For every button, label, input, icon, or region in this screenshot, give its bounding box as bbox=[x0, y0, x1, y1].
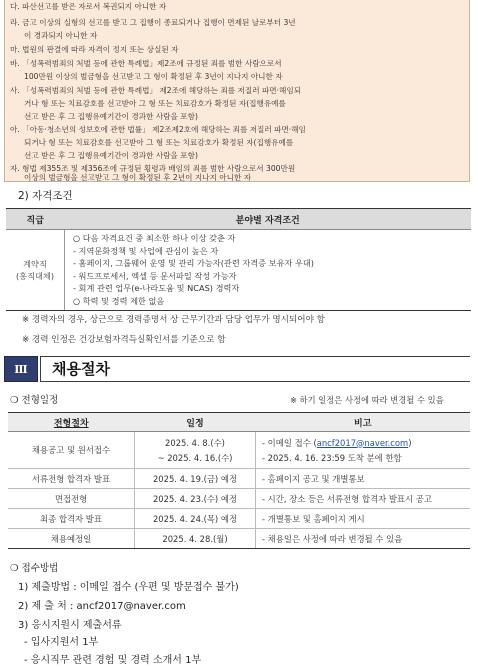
disq-line: 선고 받은 후 그 집행유예기간이 경과한 사람을 포함) bbox=[24, 151, 198, 160]
col-job-header: 직급 bbox=[6, 209, 65, 230]
date-end: ~ 2025. 4. 16.(수) bbox=[157, 452, 233, 463]
application-line: 1) 제출방법 : 이메일 접수 (우편 및 방문접수 불가) bbox=[18, 582, 239, 593]
job-title: 계약직 bbox=[23, 258, 47, 269]
email-link[interactable]: ancf2017@naver.com bbox=[316, 437, 409, 448]
application-line: 2) 제 출 처 : ancf2017@naver.com bbox=[18, 601, 186, 612]
step-cell: 면접전형 bbox=[8, 489, 135, 509]
col-date-header: 일정 bbox=[135, 413, 256, 432]
application-line: 3) 응시지원시 제출서류 bbox=[18, 620, 122, 631]
table-row bbox=[8, 509, 470, 529]
email-prefix: - 이메일 접수 ( bbox=[262, 437, 317, 448]
application-line: - 응시직무 관련 경험 및 경력 소개서 1부 bbox=[24, 655, 202, 666]
email-note bbox=[262, 437, 469, 449]
disq-line: 라. 금고 이상의 실형의 선고를 받고 그 집행이 종료되거나 집행이 면제된 날로부터 3년 bbox=[10, 18, 296, 27]
disq-line: 되거나 형 또는 치료감호를 선고받아 그 형 또는 치료감호가 확정된 자(집행유예를 bbox=[24, 138, 294, 147]
email-suffix: ) bbox=[408, 437, 412, 448]
date-start: 2025. 4. 8.(수) bbox=[165, 437, 225, 448]
disq-line: 선고 받은 후 그 집행유예기간이 경과한 사람을 포함) bbox=[24, 112, 198, 121]
table-row bbox=[8, 529, 470, 549]
step-cell: 최종 합격자 발표 bbox=[8, 509, 135, 529]
date-cell: 2025. 4. 23.(수) 예정 bbox=[135, 489, 256, 509]
disq-line: 사. 「성폭력범죄의 처벌 등에 관한 특례법」 제2조에 해당하는 죄를 저질러 파면·해임되 bbox=[10, 86, 302, 95]
job-subtitle: (홍직대체) bbox=[15, 270, 55, 281]
disq-line: 마. 법원의 판결에 따라 자격이 정지 또는 상실된 자 bbox=[10, 45, 179, 54]
col-step-header: 전형절차 bbox=[8, 413, 135, 432]
table-row bbox=[8, 469, 470, 489]
note-cell bbox=[256, 432, 471, 469]
note-cell: - 홈페이지 공고 및 개별통보 bbox=[256, 469, 471, 489]
section-number: Ⅲ bbox=[4, 356, 38, 382]
disq-line: 다. 파산선고를 받은 자로서 복권되지 아니한 자 bbox=[10, 2, 167, 11]
job-cell bbox=[6, 230, 65, 311]
table-row bbox=[8, 432, 470, 469]
section-title: 채용절차 bbox=[52, 360, 110, 378]
requirement-item: - 홈페이지, 그룹웨어 운영 및 관리 가능자(관련 자격증 보유자 우대) bbox=[73, 258, 315, 269]
requirement-item: - 워드프로세서, 엑셀 등 문서파일 작성 가능자 bbox=[73, 270, 237, 281]
requirement-item: - 지역문화정책 및 사업에 관심이 높은 자 bbox=[73, 245, 219, 256]
note-cell: - 개별통보 및 홈페이지 게시 bbox=[256, 509, 471, 529]
step-cell: 채용공고 및 원서접수 bbox=[8, 432, 135, 469]
disq-line: 거나 형 또는 치료감호를 선고받아 그 형 또는 치료감호가 확정된 자(집행유예를 bbox=[24, 99, 286, 108]
deadline-note: - 2025. 4. 16. 23:59 도착 분에 한함 bbox=[262, 452, 402, 463]
requirement-item: - 회계 관련 업무(e-나라도움 및 NCAS) 경력자 bbox=[73, 283, 240, 294]
date-cell bbox=[135, 432, 256, 469]
disq-line: 바. 「성폭력범죄의 처벌 등에 관한 특례법」제2조에 규정된 죄를 범한 사람으로서 bbox=[10, 59, 282, 68]
col-requirement-header: 분야별 자격조건 bbox=[65, 209, 472, 230]
disq-line: 이 경과되지 아니한 자 bbox=[24, 31, 98, 40]
schedule-table bbox=[8, 412, 470, 549]
qualification-note: ※ 경력자의 경우, 상근으로 경력증명서 상 근무기간과 담당 업무가 명시되어야 함 bbox=[22, 315, 325, 325]
qualification-table bbox=[6, 208, 471, 311]
date-cell: 2025. 4. 24.(목) 예정 bbox=[135, 509, 256, 529]
step-cell: 채용예정일 bbox=[8, 529, 135, 549]
requirement-item: ○ 다음 자격요건 중 최소한 하나 이상 갖춘 자 bbox=[73, 233, 236, 243]
date-cell: 2025. 4. 28.(월) bbox=[135, 529, 256, 549]
schedule-heading: ❍ 전형일정 bbox=[10, 395, 59, 406]
disq-line: 이상의 벌금형을 선고받고 그 형이 확정된 후 2년이 지나지 아니한 자 bbox=[24, 173, 252, 182]
application-heading: ❍ 접수방법 bbox=[10, 563, 59, 574]
application-line: - 입사지원서 1부 bbox=[24, 637, 99, 648]
disq-line: 100만원 이상의 벌금형을 선고받고 그 형이 확정된 후 3년이 지나지 아니한 자 bbox=[24, 72, 283, 81]
table-row bbox=[8, 489, 470, 509]
qualification-heading: 2) 자격조건 bbox=[18, 190, 73, 202]
date-cell: 2025. 4. 19.(금) 예정 bbox=[135, 469, 256, 489]
note-cell: - 시간, 장소 등은 서류전형 합격자 발표시 공고 bbox=[256, 489, 471, 509]
schedule-remark: ※ 하기 일정은 사정에 따라 변경될 수 있음 bbox=[290, 395, 444, 405]
col-note-header: 비고 bbox=[256, 413, 471, 432]
disq-line: 아. 「아동·청소년의 성보호에 관한 법률」 제2조제2호에 해당하는 죄를 저질러 파면·해임 bbox=[10, 125, 306, 134]
requirement-item: ○ 학력 및 경력 제한 없음 bbox=[73, 295, 165, 306]
qualification-note: ※ 경력 인정은 건강보험자격득실확인서를 기준으로 함 bbox=[22, 335, 226, 345]
note-cell: - 채용일은 사정에 따라 변경될 수 있음 bbox=[256, 529, 471, 549]
disq-line: 자. 형법 제355조 및 제356조에 규정된 횡령과 배임의 죄를 범한 사람으로서 300만원 bbox=[10, 164, 296, 173]
requirement-list bbox=[65, 230, 472, 311]
step-cell: 서류전형 합격자 발표 bbox=[8, 469, 135, 489]
